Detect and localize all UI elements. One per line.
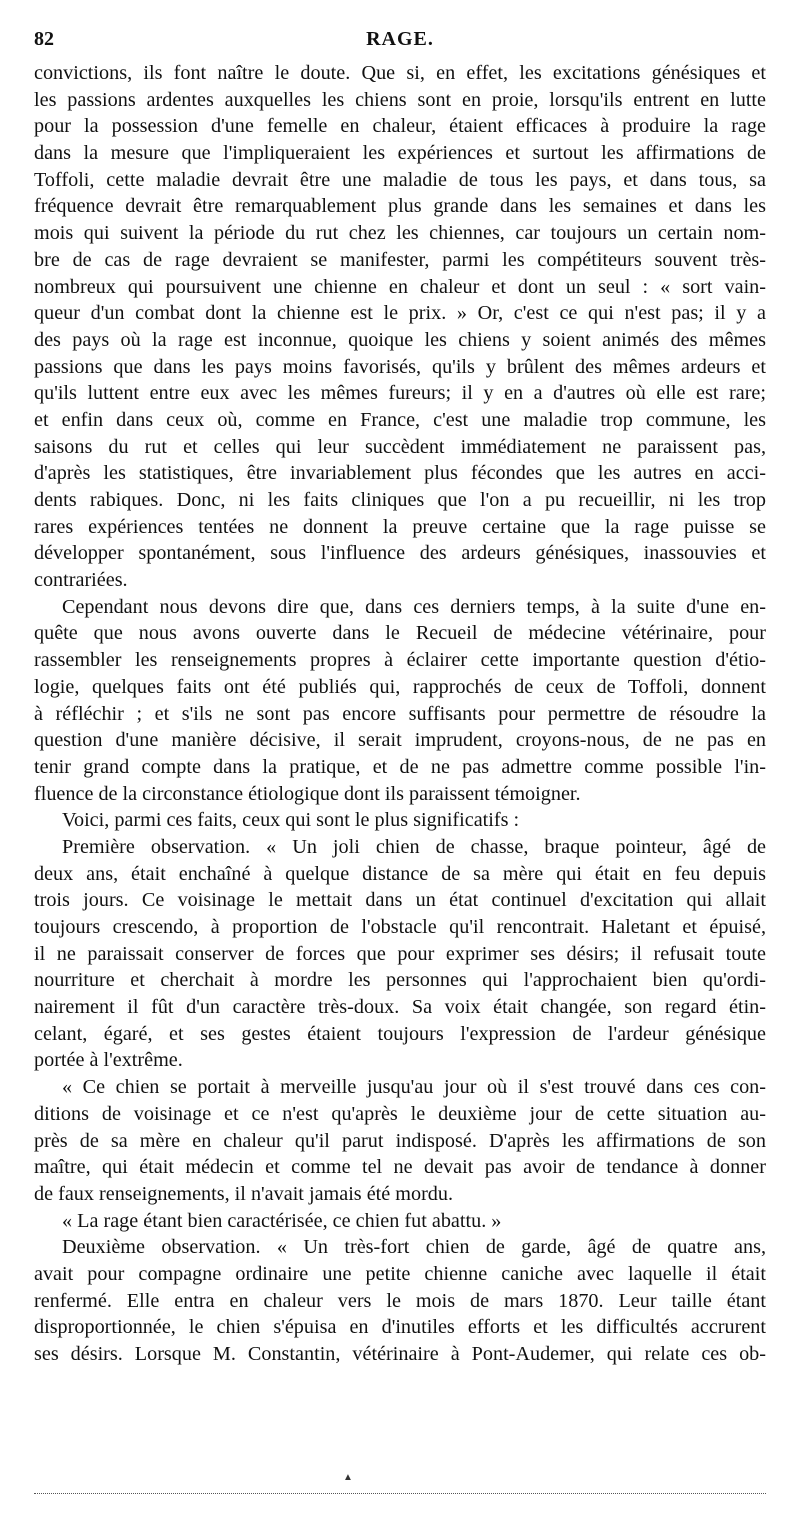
page-number: 82 — [34, 28, 54, 50]
text-line: et enfin dans ceux où, comme en France, c'est une maladie trop commune, les — [34, 408, 766, 431]
text-line: dents rabiques. Donc, ni les faits cliniques que l'on a pu recueillir, ni les trop — [34, 489, 766, 511]
text-line: nairement il fût d'un caractère très-doux. Sa voix était changée, son regard étin- — [34, 996, 766, 1019]
text-line: mois qui suivent la période du rut chez les chiennes, car toujours un certain nom- — [34, 222, 766, 245]
text-line: ses désirs. Lorsque M. Constantin, vétérinaire à Pont-Audemer, qui relate ces ob- — [34, 1343, 766, 1365]
text-line: pour la possession d'une femelle en chaleur, étaient efficaces à produire la rage — [34, 115, 766, 138]
text-line: tenir grand compte dans la pratique, et de ne pas admettre comme possible l'in- — [34, 755, 766, 778]
text-line: logie, quelques faits ont été publiés qui, rapprochés de ceux de Toffoli, donnent — [34, 675, 766, 698]
text-line: trois jours. Ce voisinage le mettait dans un état continuel d'excitation qui allait — [34, 889, 766, 912]
text-line: qu'ils luttent entre eux avec les mêmes fureurs; il y en a d'autres où elle est rare; — [34, 382, 766, 405]
text-line: disproportionnée, le chien s'épuisa en d'inutiles efforts et les difficultés accrurent — [34, 1316, 766, 1339]
text-line: « La rage étant bien caractérisée, ce chien fut abattu. » — [62, 1209, 502, 1232]
text-line: toujours crescendo, à proportion de l'obstacle qu'il rencontrait. Haletant et épuisé, — [34, 916, 766, 938]
running-title: RAGE. — [366, 28, 434, 50]
text-line: rassembler les renseignements propres à éclairer cette importante question d'étio- — [34, 649, 766, 672]
text-line: deux ans, était enchaîné à quelque distance de sa mère qui était en feu depuis — [34, 862, 766, 885]
text-line: Voici, parmi ces faits, ceux qui sont le plus significatifs : — [62, 809, 520, 832]
text-line: avait pour compagne ordinaire une petite chienne caniche avec laquelle il était — [34, 1262, 766, 1285]
text-line: maître, qui était médecin et comme tel ne devait pas avoir de tendance à donner — [34, 1156, 766, 1179]
text-line: rares expériences tentées ne donnent la preuve certaine que la rage puisse se — [34, 515, 766, 538]
text-line: à réfléchir ; et s'ils ne sont pas encore suffisants pour permettre de résoudre la — [34, 702, 766, 725]
text-line: celant, égaré, et ses gestes étaient toujours l'expression de l'ardeur génésique — [34, 1022, 766, 1045]
text-line: convictions, ils font naître le doute. Que si, en effet, les excitations génésiques et — [34, 62, 766, 84]
text-line: contrariées. — [34, 569, 128, 592]
text-line: ditions de voisinage et ce n'est qu'après le deuxième jour de cette situation au- — [34, 1102, 766, 1125]
text-line: nombreux qui poursuivent une chienne en chaleur et dont un seul : « sort vain- — [34, 275, 766, 298]
text-line: dans la mesure que l'impliqueraient les expériences et surtout les affirmations de — [34, 142, 766, 165]
text-line: nourriture et cherchait à mordre les personnes qui l'approchaient bien qu'ordi- — [34, 969, 766, 992]
text-line: développer spontanément, sous l'influence des ardeurs génésiques, inassouvies et — [34, 542, 766, 565]
text-line: des pays où la rage est inconnue, quoique les chiens y soient animés des mêmes — [34, 328, 766, 351]
text-line: saisons du rut et celles qui leur succèdent immédiatement ne paraissent pas, — [34, 435, 766, 458]
text-line: Deuxième observation. « Un très-fort chien de garde, âgé de quatre ans, — [62, 1236, 766, 1259]
text-line: de faux renseignements, il n'avait jamais été mordu. — [34, 1182, 454, 1205]
text-line: il ne paraissait conserver de forces que pour exprimer ses désirs; il refusait toute — [34, 942, 766, 965]
text-line: queur d'un combat dont la chienne est le prix. » Or, c'est ce qui n'est pas; il y a — [34, 302, 766, 325]
text-line: Première observation. « Un joli chien de chasse, braque pointeur, âgé de — [62, 835, 766, 858]
footer-dotted-rule — [34, 1493, 766, 1494]
text-line: près de sa mère en chaleur qu'il parut indisposé. D'après les affirmations de son — [34, 1129, 766, 1152]
text-line: portée à l'extrême. — [34, 1049, 183, 1072]
text-line: « Ce chien se portait à merveille jusqu'au jour où il s'est trouvé dans ces con- — [62, 1076, 766, 1099]
body-text — [34, 60, 766, 1368]
text-line: renfermé. Elle entra en chaleur vers le mois de mars 1870. Leur taille étant — [34, 1289, 766, 1312]
text-line: question d'une manière décisive, il serait imprudent, croyons-nous, de ne pas en — [34, 729, 766, 752]
text-line: les passions ardentes auxquelles les chiens sont en proie, lorsqu'ils entrent en lutte — [34, 88, 766, 111]
page-header — [34, 28, 766, 58]
text-line: Toffoli, cette maladie devrait être une maladie de tous les pays, et dans tous, sa — [34, 168, 766, 191]
text-line: quête que nous avons ouverte dans le Recueil de médecine vétérinaire, pour — [34, 622, 766, 645]
text-line: fréquence devrait être remarquablement plus grande dans les semaines et dans les — [34, 195, 766, 218]
text-line: Cependant nous devons dire que, dans ces derniers temps, à la suite d'une en- — [62, 595, 766, 618]
text-line: passions que dans les pays moins favorisés, qu'ils y brûlent des mêmes ardeurs et — [34, 355, 766, 378]
footer-ornament: ▲ — [343, 1472, 353, 1483]
text-line: fluence de la circonstance étiologique dont ils paraissent témoigner. — [34, 782, 581, 805]
text-line: bre de cas de rage devraient se manifester, parmi les compétiteurs souvent très- — [34, 248, 766, 271]
text-line: d'après les statistiques, être invariablement plus fécondes que les autres en acci- — [34, 462, 766, 485]
